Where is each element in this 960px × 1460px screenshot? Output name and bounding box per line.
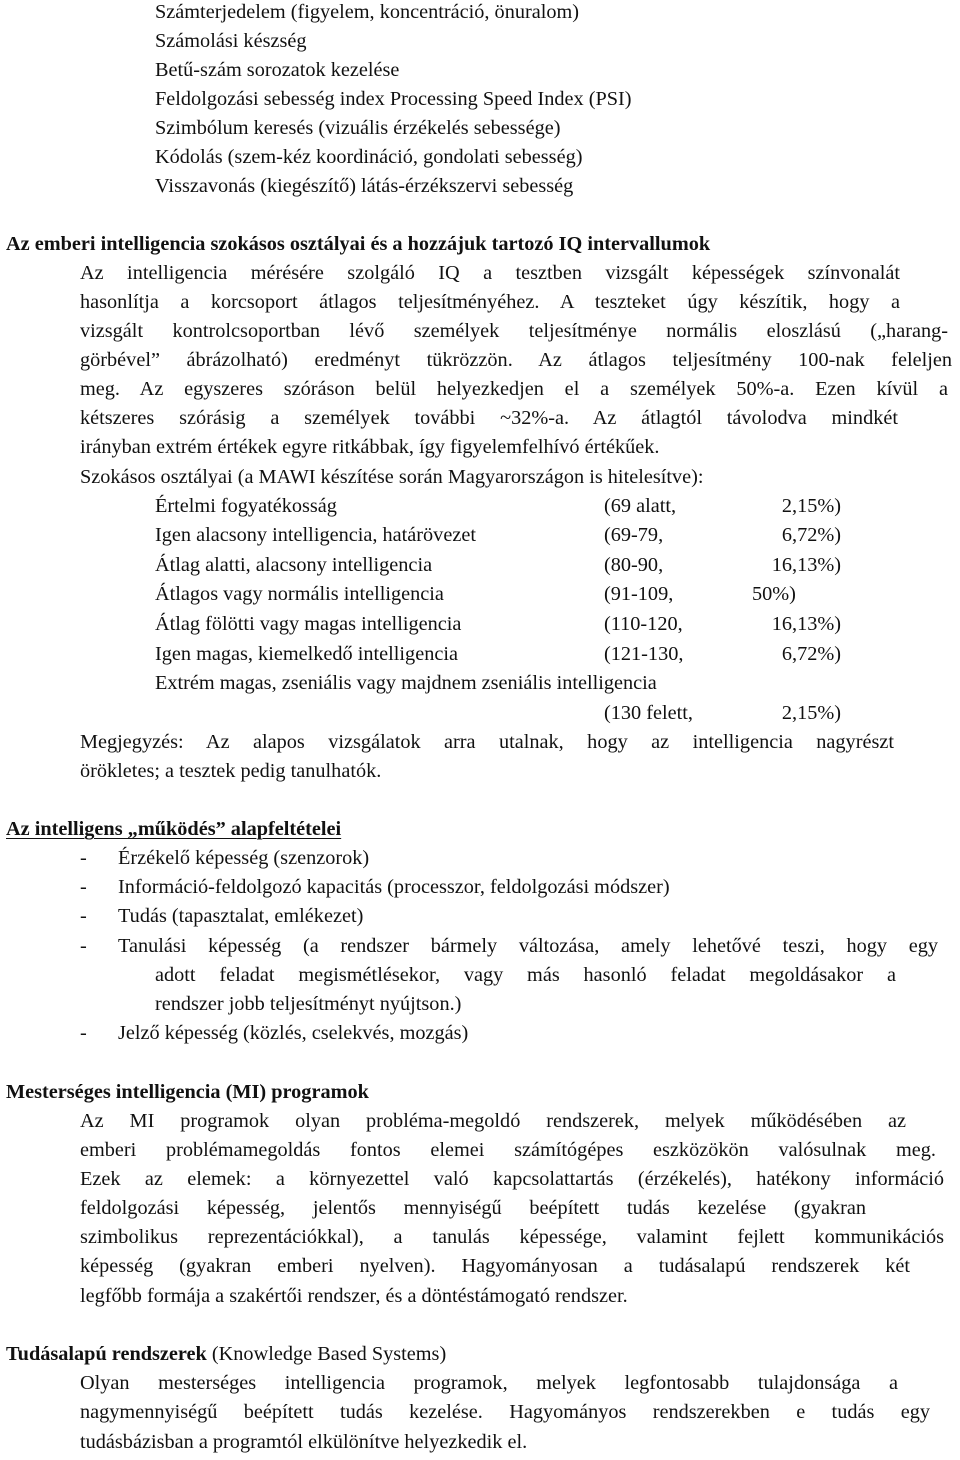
paragraph-line: vizsgált kontrolcsoportban lévő személyek teljesítménye normális eloszlású („harang- <box>80 320 948 342</box>
paragraph-line: tudásbázisban a programtól elkülönítve helyezkedik el. <box>80 1431 528 1453</box>
paragraph-line: görbével” ábrázolható) eredményt tükrözzön. Az átlagos teljesítmény 100-nak feleljen <box>80 349 952 371</box>
paragraph-line: Az intelligencia mérésére szolgáló IQ a tesztben vizsgált képességek színvonalát <box>80 262 900 284</box>
paragraph-line: nagymennyiségű beépített tudás kezelése. Hagyományos rendszerekben e tudás egy <box>80 1401 930 1423</box>
list-item: Jelző képesség (közlés, cselekvés, mozgás) <box>118 1022 469 1044</box>
paragraph-line: Ezek az elemek: a környezettel való kapcsolattartás (érzékelés), hatékony információ <box>80 1168 944 1190</box>
list-item: Visszavonás (kiegészítő) látás-érzékszervi sebesség <box>155 175 574 197</box>
paragraph-line: irányban extrém értékek egyre ritkábbak, így figyelemfelhívó értékűek. <box>80 436 660 458</box>
list-item: Betű-szám sorozatok kezelése <box>155 59 400 81</box>
paragraph-line: hasonlítja a korcsoport átlagos teljesítményéhez. A teszteket úgy készítik, hogy a <box>80 291 900 313</box>
class-name: Értelmi fogyatékosság <box>155 495 337 517</box>
list-bullet: - <box>80 876 87 898</box>
class-name: Átlag fölötti vagy magas intelligencia <box>155 613 462 635</box>
section-heading: Az intelligens „működés” alapfeltételei <box>6 818 342 840</box>
class-percent: 16,13%) <box>771 554 841 576</box>
note-line: örökletes; a tesztek pedig tanulhatók. <box>80 760 382 782</box>
section-heading: Az emberi intelligencia szokásos osztályai és a hozzájuk tartozó IQ intervallumok <box>6 233 711 255</box>
class-name: Extrém magas, zseniális vagy majdnem zseniális intelligencia <box>155 672 657 694</box>
class-range: (91-109, <box>604 583 674 605</box>
classes-intro: Szokásos osztályai (a MAWI készítése során Magyarországon is hitelesítve): <box>80 466 704 488</box>
paragraph-line: legfőbb formája a szakértői rendszer, és a döntéstámogató rendszer. <box>80 1285 628 1307</box>
section-heading-rest: (Knowledge Based Systems) <box>206 1343 447 1365</box>
class-range: (110-120, <box>604 613 683 635</box>
note-line: Megjegyzés: Az alapos vizsgálatok arra utalnak, hogy az intelligencia nagyrészt <box>80 731 894 753</box>
list-bullet: - <box>80 905 87 927</box>
paragraph-line: meg. Az egyszeres szóráson belül helyezkedjen el a személyek 50%-a. Ezen kívül a <box>80 378 948 400</box>
list-bullet: - <box>80 1022 87 1044</box>
paragraph-line: kétszeres szórásig a személyek további ~32%-a. Az átlagtól távolodva mindkét <box>80 407 898 429</box>
class-range: (121-130, <box>604 643 684 665</box>
list-item: Tanulási képesség (a rendszer bármely változása, amely lehetővé teszi, hogy egy <box>118 935 938 957</box>
class-name: Átlagos vagy normális intelligencia <box>155 583 444 605</box>
list-item: Tudás (tapasztalat, emlékezet) <box>118 905 364 927</box>
class-percent: 6,72%) <box>781 524 841 546</box>
class-percent: 2,15%) <box>781 495 841 517</box>
class-range: (69 alatt, <box>604 495 677 517</box>
list-item-continued: adott feladat megismétlésekor, vagy más hasonló feladat megoldásakor a <box>155 964 896 986</box>
class-percent: 50%) <box>752 583 796 605</box>
list-item: Érzékelő képesség (szenzorok) <box>118 847 370 869</box>
paragraph-line: szimbolikus reprezentációkkal), a tanulás képessége, valamint fejlett kommunikációs <box>80 1226 944 1248</box>
list-item: Feldolgozási sebesség index Processing Speed Index (PSI) <box>155 88 632 110</box>
paragraph-line: Az MI programok olyan probléma-megoldó rendszerek, melyek működésében az <box>80 1110 906 1132</box>
class-range: (80-90, <box>604 554 664 576</box>
class-range: (69-79, <box>604 524 664 546</box>
list-bullet: - <box>80 935 87 957</box>
section-heading: Mesterséges intelligencia (MI) programok <box>6 1081 369 1103</box>
list-item-continued: rendszer jobb teljesítményt nyújtson.) <box>155 993 462 1015</box>
class-name: Igen alacsony intelligencia, határövezet <box>155 524 476 546</box>
list-bullet: - <box>80 847 87 869</box>
class-percent: 6,72%) <box>781 643 841 665</box>
class-range: (130 felett, <box>604 702 693 724</box>
paragraph-line: feldolgozási képesség, jelentős mennyiségű beépített tudás kezelése (gyakran <box>80 1197 866 1219</box>
paragraph-line: képesség (gyakran emberi nyelven). Hagyományosan a tudásalapú rendszerek két <box>80 1255 910 1277</box>
class-name: Igen magas, kiemelkedő intelligencia <box>155 643 458 665</box>
list-item: Szimbólum keresés (vizuális érzékelés sebessége) <box>155 117 561 139</box>
list-item: Információ-feldolgozó kapacitás (processzor, feldolgozási módszer) <box>118 876 670 898</box>
list-item: Számterjedelem (figyelem, koncentráció, önuralom) <box>155 1 580 23</box>
list-item: Kódolás (szem-kéz koordináció, gondolati sebesség) <box>155 146 583 168</box>
class-percent: 16,13%) <box>771 613 841 635</box>
paragraph-line: Olyan mesterséges intelligencia programok, melyek legfontosabb tulajdonsága a <box>80 1372 898 1394</box>
list-item: Számolási készség <box>155 30 307 52</box>
section-heading <box>6 1340 446 1369</box>
paragraph-line: emberi problémamegoldás fontos elemei számítógépes eszközökön valósulnak meg. <box>80 1139 936 1161</box>
section-heading-bold: Tudásalapú rendszerek <box>6 1343 207 1365</box>
class-percent: 2,15%) <box>781 702 841 724</box>
class-name: Átlag alatti, alacsony intelligencia <box>155 554 433 576</box>
